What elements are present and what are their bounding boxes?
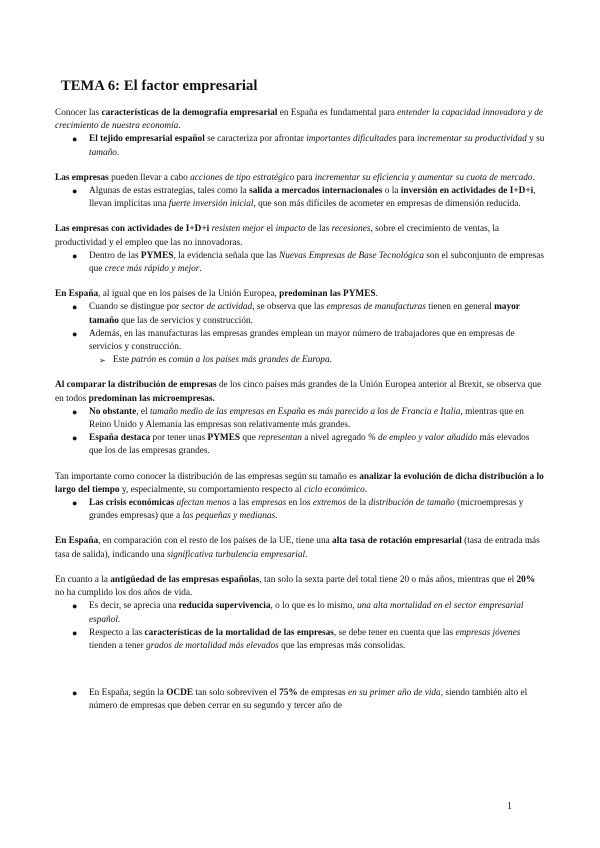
- bullet-icon: ●: [72, 688, 78, 699]
- paragraph: Tan importante como conocer la distribución de las empresas según su tamaño es analizar la evolución de dicha distribución a lo largo del tiempo y, especialmente, su comportamiento respecto al ciclo económico.: [55, 471, 544, 495]
- bullet-icon: ●: [72, 498, 78, 509]
- spacer: [55, 665, 545, 687]
- section-evolucion: [55, 471, 545, 524]
- section-idi: [55, 223, 545, 276]
- list-item: ● Dentro de las PYMES, la evidencia señala que las Nuevas Empresas de Base Tecnológica son el subconjunto de empresas que crece más rápido y mejor.: [72, 250, 545, 275]
- bullet-icon: ●: [72, 328, 78, 339]
- paragraph: En cuanto a la antigüedad de las empresas españolas, tan solo la sexta parte del total tiene 20 o más años, mientras que el 20% no ha cumplido los dos años de vida.: [55, 574, 536, 599]
- section-antiguedad: [55, 574, 545, 653]
- section-supervivencia: [55, 687, 545, 713]
- bullet-icon: ●: [72, 302, 78, 313]
- bullet-icon: ●: [72, 627, 78, 638]
- paragraph: Al comparar la distribución de empresas de los cinco países más grandes de la Unión Europea anterior al Brexit, se observa que en todos predominan las microempresas.: [55, 380, 542, 404]
- bullet-icon: ●: [72, 433, 78, 444]
- paragraph: En España, en comparación con el resto de los países de la UE, tiene una alta tasa de rotación empresarial (tasa de entrada más tasa de salida), indicando una significativa turbulencia empresarial.: [55, 536, 540, 560]
- paragraph: Las empresas pueden llevar a cabo acciones de tipo estratégico para incrementar su eficiencia y aumentar su cuota de mercado.: [55, 172, 535, 183]
- bullet-icon: ●: [72, 601, 78, 612]
- list-item: ● Además, en las manufacturas las empresas grandes emplean un mayor número de trabajadores que en empresas de servicios y construcción.: [72, 328, 515, 353]
- list-item: ● España destaca por tener unas PYMES que representan a nivel agregado % de empleo y valor añadido más elevados que los de las empresas grandes.: [72, 433, 530, 457]
- bullet-icon: ●: [72, 134, 78, 145]
- section-pymes: [55, 288, 545, 367]
- section-microempresas: [55, 379, 545, 458]
- list-item: ● No obstante, el tamaño medio de las empresas en España es más parecido a los de Francia e Italia, mientras que en Reino Unido y Alemania las empresas son relativamente más grandes.: [72, 406, 524, 431]
- list-item: ● Algunas de estas estrategias, tales como la salida a mercados internacionales o la inversión en actividades de I+D+i, llevan implícitas una fuerte inversión inicial, que son más difíciles de acometer en empresas de dimensión reducida.: [72, 186, 536, 210]
- section-rotacion: [55, 535, 545, 561]
- list-item: ● Las crisis económicas afectan menos a las empresas en los extremos de la distribución de tamaño (microempresas y grandes empresas) que a las pequeñas y medianas.: [72, 498, 524, 522]
- page-number: 1: [507, 801, 512, 812]
- arrow-bullet-icon: ➢: [99, 356, 106, 366]
- list-item: ● El tejido empresarial español se caracteriza por afrontar importantes dificultades para incrementar su productividad y su tamaño.: [72, 134, 545, 158]
- document-body: [55, 107, 545, 726]
- list-item: ● Cuando se distingue por sector de actividad, se observa que las empresas de manufacturas tienen en general mayor tamaño que las de servicios y construcción.: [72, 302, 520, 326]
- paragraph: En España, al igual que en los países de la Unión Europea, predominan las PYMES.: [55, 289, 378, 300]
- bullet-icon: ●: [72, 186, 78, 197]
- paragraph: Las empresas con actividades de I+D+i resisten mejor el impacto de las recesiones, sobre el crecimiento de ventas, la productividad y el empleo que las no innovadoras.: [55, 224, 500, 248]
- list-item: ● Respecto a las características de la mortalidad de las empresas, se debe tener en cuenta que las empresas jóvenes tienden a tener grados de mortalidad más elevados que las empresas más consolidas.: [72, 627, 521, 651]
- list-item: ● Es decir, se aprecia una reducida supervivencia, o lo que es lo mismo, una alta mortalidad en el sector empresarial español.: [72, 601, 524, 625]
- bullet-icon: ●: [72, 250, 78, 261]
- sub-list-item: ➢ Este patrón es común a los países más grandes de Europa.: [113, 354, 545, 367]
- list-item: ● En España, según la OCDE tan solo sobreviven el 75% de empresas en su primer año de vida, siendo también alto el número de empresas que deben cerrar en su segundo y tercer año de: [72, 688, 528, 712]
- paragraph: Conocer las características de la demografía empresarial en España es fundamental para entender la capacidad innovadora y de crecimiento de nuestra economía.: [55, 108, 544, 132]
- section-demografia: [55, 107, 545, 160]
- section-estrategias: [55, 172, 545, 212]
- page-title: TEMA 6: El factor empresarial: [61, 78, 258, 94]
- bullet-icon: ●: [72, 406, 78, 417]
